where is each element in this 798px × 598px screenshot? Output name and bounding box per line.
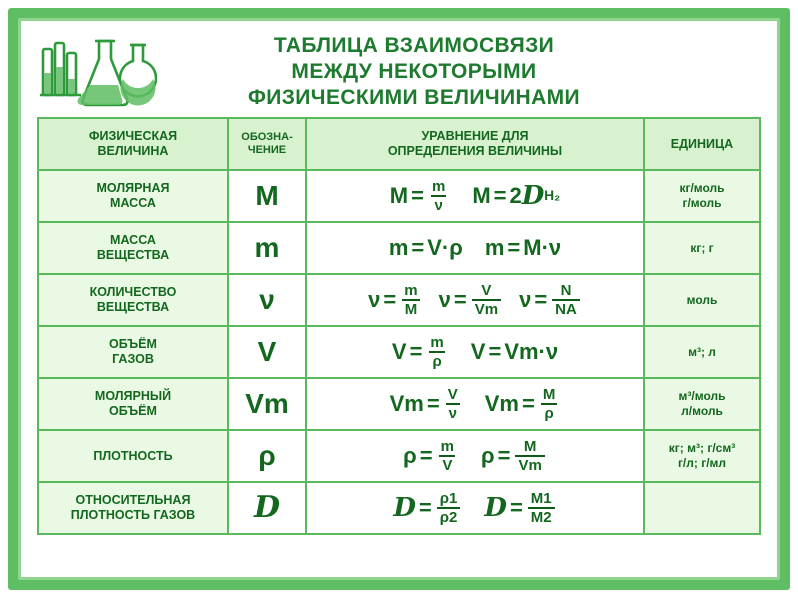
row-quantity-line1: МОЛЯРНАЯ <box>96 181 170 195</box>
eq-lhs: V <box>391 339 407 364</box>
row-unit <box>644 222 760 274</box>
fraction-numerator: ρ1 <box>439 490 458 507</box>
poster-header <box>27 27 771 117</box>
header-quantity <box>38 118 228 170</box>
row-quantity-line1: КОЛИЧЕСТВО <box>89 285 177 299</box>
row-quantity <box>38 430 228 482</box>
header-symbol-line1: ОБОЗНА- <box>241 131 293 143</box>
table-row <box>38 274 760 326</box>
header-quantity-line1: ФИЗИЧЕСКАЯ <box>88 129 178 143</box>
eq-lhs: ν <box>438 287 451 312</box>
row-symbol <box>228 482 306 534</box>
outer-frame <box>8 8 790 590</box>
fraction-denominator: ν <box>446 403 460 421</box>
row-unit <box>644 274 760 326</box>
fraction <box>427 335 446 369</box>
eq-lhs: Vm <box>484 391 519 416</box>
row-unit <box>644 170 760 222</box>
eq-lhs: ρ <box>403 443 417 468</box>
fraction-denominator: M <box>402 299 421 317</box>
table-row <box>38 378 760 430</box>
fraction <box>437 491 461 525</box>
row-quantity-line2: ОБЪЁМ <box>109 404 157 418</box>
eq-rhs: Vm·ν <box>504 339 559 364</box>
header-symbol-line2: ЧЕНИЕ <box>247 144 287 156</box>
eq-script-d: D <box>521 181 545 211</box>
fraction-numerator: m <box>430 334 444 351</box>
header-equation <box>306 118 644 170</box>
equation <box>481 439 547 473</box>
fraction <box>429 179 448 213</box>
row-quantity-line1: МОЛЯРНЫЙ <box>94 389 172 403</box>
title-line-3: ФИЗИЧЕСКИМИ ВЕЛИЧИНАМИ <box>247 86 581 109</box>
equation <box>484 491 556 525</box>
equation <box>485 235 561 261</box>
equation <box>471 339 558 365</box>
row-symbol: Vm <box>228 378 306 430</box>
eq-op: = <box>497 443 511 468</box>
table-header <box>38 118 760 170</box>
equation <box>392 335 449 369</box>
eq-op: = <box>509 495 523 520</box>
eq-rhs: 2 <box>509 183 522 208</box>
row-equations <box>306 378 644 430</box>
fraction-denominator: M2 <box>528 507 555 525</box>
row-quantity-line2: ВЕЩЕСТВА <box>96 248 170 262</box>
relations-table <box>37 117 761 535</box>
row-unit-line1: м³; л <box>688 344 716 359</box>
inner-frame <box>18 18 780 580</box>
eq-lhs: Vm <box>389 391 424 416</box>
eq-subscript: H₂ <box>544 188 561 204</box>
eq-lhs: m <box>388 235 409 260</box>
row-unit <box>644 378 760 430</box>
row-quantity <box>38 326 228 378</box>
row-equations <box>306 326 644 378</box>
fraction <box>401 283 420 317</box>
row-quantity <box>38 222 228 274</box>
row-unit-line2: г/моль <box>682 196 722 210</box>
row-unit-line1: кг; г <box>690 240 714 255</box>
fraction-denominator: ρ <box>541 403 556 421</box>
table-body <box>38 170 760 534</box>
row-unit <box>644 482 760 534</box>
fraction-numerator: V <box>481 282 492 299</box>
row-unit-line2: г/л; г/мл <box>677 456 727 470</box>
header-quantity-line2: ВЕЛИЧИНА <box>97 144 169 158</box>
eq-op: = <box>488 339 502 364</box>
page-title <box>248 33 580 111</box>
equation <box>390 179 451 213</box>
fraction-numerator: N <box>560 282 572 299</box>
eq-rhs: V·ρ <box>427 235 463 260</box>
row-unit-line1: моль <box>686 292 718 307</box>
row-unit <box>644 326 760 378</box>
eq-op: = <box>419 443 433 468</box>
header-unit: ЕДИНИЦА <box>644 118 760 170</box>
table-header-row <box>38 118 760 170</box>
equation <box>368 283 422 317</box>
equation <box>519 283 582 317</box>
equation <box>390 387 463 421</box>
fraction-numerator: V <box>447 386 458 403</box>
fraction-numerator: M <box>542 386 556 403</box>
fraction-denominator: Vm <box>515 455 544 473</box>
row-equations <box>306 430 644 482</box>
fraction-denominator: NA <box>552 299 580 317</box>
eq-op: = <box>493 183 507 208</box>
title-line-2: МЕЖДУ НЕКОТОРЫМИ <box>291 60 537 83</box>
title-line-1: ТАБЛИЦА ВЗАИМОСВЯЗИ <box>273 34 555 57</box>
eq-op: = <box>383 287 397 312</box>
fraction-denominator: ρ <box>429 351 444 369</box>
row-equations <box>306 482 644 534</box>
row-quantity-line1: ОТНОСИТЕЛЬНАЯ <box>75 493 191 507</box>
equation <box>389 235 463 261</box>
fraction-denominator: Vm <box>472 299 501 317</box>
row-equations <box>306 274 644 326</box>
row-quantity <box>38 482 228 534</box>
header-equation-line1: УРАВНЕНИЕ ДЛЯ <box>421 129 529 143</box>
eq-op: = <box>426 391 440 416</box>
table-row <box>38 170 760 222</box>
eq-op: = <box>522 391 535 416</box>
eq-lhs: ρ <box>481 443 495 468</box>
eq-op: = <box>411 183 424 208</box>
eq-op: = <box>534 287 548 312</box>
chemistry-flask-icon <box>37 33 157 115</box>
equation <box>485 387 561 421</box>
row-quantity-line2: ПЛОТНОСТЬ ГАЗОВ <box>70 508 196 522</box>
equation <box>472 181 560 211</box>
fraction <box>528 491 555 525</box>
fraction <box>552 283 580 317</box>
fraction <box>445 387 461 421</box>
eq-lhs: ν <box>519 287 532 312</box>
fraction-numerator: M1 <box>530 490 552 507</box>
header-equation-line2: ОПРЕДЕЛЕНИЯ ВЕЛИЧИНЫ <box>387 144 563 158</box>
row-quantity-line2: ВЕЩЕСТВА <box>96 300 170 314</box>
equation <box>439 283 503 317</box>
row-symbol: ρ <box>228 430 306 482</box>
fraction-denominator: ρ2 <box>437 507 461 525</box>
row-quantity-line2: ГАЗОВ <box>112 352 154 366</box>
table-row <box>38 222 760 274</box>
eq-lhs: M <box>389 183 409 208</box>
table-row <box>38 326 760 378</box>
eq-lhs: D <box>484 493 507 523</box>
fraction-denominator: ν <box>431 195 445 213</box>
row-quantity-line2: МАССА <box>110 196 156 210</box>
row-quantity <box>38 170 228 222</box>
row-symbol: ν <box>228 274 306 326</box>
row-unit <box>644 430 760 482</box>
row-quantity <box>38 378 228 430</box>
eq-lhs: m <box>484 235 505 260</box>
table-row <box>38 482 760 534</box>
eq-op: = <box>418 495 432 520</box>
fraction-denominator: V <box>439 455 455 473</box>
equation <box>393 491 462 525</box>
equation <box>403 439 459 473</box>
eq-lhs: V <box>470 339 486 364</box>
eq-lhs: ν <box>368 287 381 312</box>
sheet <box>27 27 771 571</box>
eq-op: = <box>453 287 467 312</box>
eq-op: = <box>409 339 423 364</box>
row-equations <box>306 170 644 222</box>
script-d-symbol: D <box>253 490 280 525</box>
fraction-numerator: M <box>523 438 537 455</box>
fraction-numerator: m <box>431 178 446 195</box>
row-unit-line1: м³/моль <box>678 389 726 403</box>
row-unit-line2: л/моль <box>681 404 723 418</box>
fraction-numerator: m <box>404 282 418 299</box>
row-symbol: M <box>228 170 306 222</box>
fraction <box>438 439 457 473</box>
row-quantity-line1: МАССА <box>110 233 156 247</box>
row-unit-line1: кг; м³; г/см³ <box>668 441 736 455</box>
table-row <box>38 430 760 482</box>
row-unit-line1: кг/моль <box>679 181 725 195</box>
row-quantity-line1: ОБЪЁМ <box>109 337 157 351</box>
row-quantity-line1: ПЛОТНОСТЬ <box>93 448 173 463</box>
fraction <box>540 387 559 421</box>
row-symbol: V <box>228 326 306 378</box>
row-quantity <box>38 274 228 326</box>
row-equations <box>306 222 644 274</box>
header-symbol <box>228 118 306 170</box>
eq-op: = <box>507 235 521 260</box>
eq-rhs: M·ν <box>523 235 562 260</box>
eq-op: = <box>411 235 425 260</box>
row-symbol: m <box>228 222 306 274</box>
eq-lhs: D <box>393 493 416 523</box>
fraction <box>472 283 501 317</box>
fraction <box>515 439 544 473</box>
eq-lhs: M <box>472 183 491 208</box>
fraction-numerator: m <box>440 438 454 455</box>
